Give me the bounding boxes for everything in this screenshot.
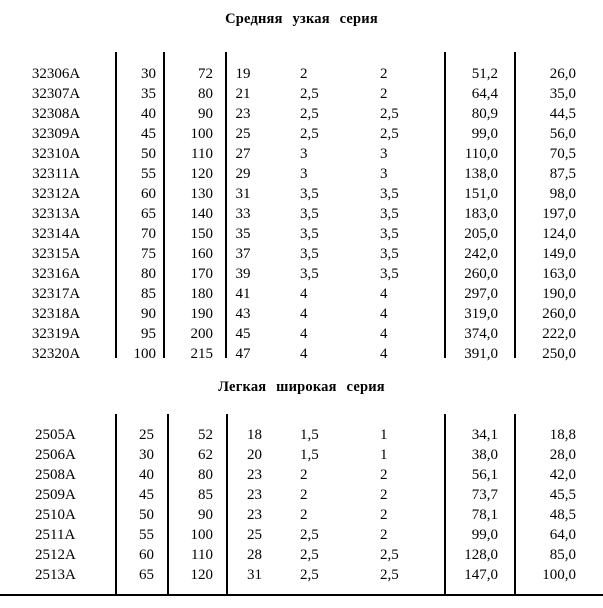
table-cell: 260,0 — [464, 266, 498, 282]
table-cell: 2 — [300, 507, 308, 523]
table-cell: 4 — [300, 306, 308, 322]
table-cell: 87,5 — [549, 166, 576, 182]
table-row — [0, 84, 603, 104]
table-cell: 25 — [235, 126, 251, 142]
table-cell: 45 — [235, 326, 251, 342]
table-cell: 100,0 — [542, 567, 576, 583]
table-cell: 40 — [141, 106, 156, 122]
table-cell: 25 — [139, 427, 154, 443]
table-cell: 2509A — [35, 487, 76, 503]
table-cell: 64,0 — [549, 527, 576, 543]
table-cell: 190,0 — [542, 286, 576, 302]
table-cell: 28,0 — [549, 447, 576, 463]
table-cell: 35 — [141, 86, 156, 102]
table-cell: 90 — [198, 507, 213, 523]
table-cell: 50 — [139, 507, 154, 523]
table-cell: 32314A — [31, 226, 81, 242]
table-cell: 55 — [139, 527, 154, 543]
table-cell: 80,9 — [471, 106, 498, 122]
table-cell: 72 — [198, 66, 213, 82]
table-cell: 60 — [139, 547, 154, 563]
table-cell: 48,5 — [549, 507, 576, 523]
table-cell: 80 — [198, 467, 213, 483]
table-cell: 2 — [300, 66, 308, 82]
table-row — [0, 304, 603, 324]
table-cell: 32308A — [31, 106, 81, 122]
table-cell: 23 — [247, 467, 262, 483]
table-row — [0, 324, 603, 344]
table-row — [0, 124, 603, 144]
table-cell: 65 — [139, 567, 154, 583]
table-cell: 3 — [380, 166, 388, 182]
table-cell: 149,0 — [542, 246, 576, 262]
table-cell: 2,5 — [300, 86, 319, 102]
table-cell: 80 — [141, 266, 156, 282]
table-cell: 25 — [247, 527, 262, 543]
table-cell: 18 — [247, 427, 262, 443]
table-cell: 32316A — [31, 266, 81, 282]
table-cell: 32312A — [31, 186, 81, 202]
table-cell: 32307A — [31, 86, 81, 102]
table-cell: 128,0 — [464, 547, 498, 563]
table-cell: 242,0 — [464, 246, 498, 262]
bearing-table-light-wide — [0, 425, 603, 585]
table-cell: 51,2 — [471, 66, 498, 82]
section-title-light-wide: Легкая широкая серия — [218, 379, 385, 395]
table-cell: 65 — [141, 206, 156, 222]
table-cell: 140 — [190, 206, 213, 222]
table-cell: 32319A — [31, 326, 81, 342]
table-cell: 23 — [247, 487, 262, 503]
table-cell: 120 — [190, 166, 213, 182]
table-cell: 18,8 — [549, 427, 576, 443]
table-cell: 80 — [198, 86, 213, 102]
table-cell: 2 — [380, 527, 388, 543]
table-cell: 73,7 — [471, 487, 498, 503]
table-cell: 2513A — [35, 567, 76, 583]
table-cell: 2,5 — [380, 126, 399, 142]
table-cell: 110 — [191, 547, 213, 563]
table-cell: 30 — [139, 447, 154, 463]
table-cell: 27 — [235, 146, 251, 162]
table-cell: 64,4 — [471, 86, 498, 102]
table-cell: 32315A — [31, 246, 81, 262]
table-cell: 215 — [190, 346, 213, 362]
table-row — [0, 204, 603, 224]
table-cell: 32320A — [31, 346, 81, 362]
table-cell: 130 — [190, 186, 213, 202]
table-cell: 32310A — [31, 146, 81, 162]
table-row — [0, 344, 603, 364]
table-cell: 124,0 — [542, 226, 576, 242]
table-cell: 183,0 — [464, 206, 498, 222]
table-cell: 110,0 — [464, 146, 498, 162]
table-cell: 23 — [235, 106, 251, 122]
table-cell: 2505A — [35, 427, 76, 443]
table-cell: 1,5 — [300, 447, 319, 463]
table-cell: 200 — [190, 326, 213, 342]
table-cell: 2,5 — [300, 527, 319, 543]
table-row — [0, 525, 603, 545]
table-cell: 35,0 — [549, 86, 576, 102]
table-cell: 160 — [190, 246, 213, 262]
table-cell: 100 — [190, 126, 213, 142]
table-cell: 30 — [141, 66, 156, 82]
table-cell: 28 — [247, 547, 262, 563]
table-cell: 23 — [247, 507, 262, 523]
table-cell: 3,5 — [380, 226, 399, 242]
table-cell: 19 — [235, 66, 251, 82]
table-cell: 180 — [190, 286, 213, 302]
table-cell: 32306A — [31, 66, 81, 82]
table-cell: 151,0 — [464, 186, 498, 202]
table-cell: 26,0 — [549, 66, 576, 82]
table-cell: 3,5 — [300, 186, 319, 202]
table-row — [0, 485, 603, 505]
table-cell: 32309A — [31, 126, 81, 142]
table-cell: 2 — [380, 487, 388, 503]
table-cell: 2,5 — [380, 567, 399, 583]
table-row — [0, 264, 603, 284]
table-row — [0, 565, 603, 585]
table-cell: 56,1 — [471, 467, 498, 483]
table-cell: 2506A — [35, 447, 76, 463]
table-cell: 52 — [198, 427, 213, 443]
table-cell: 75 — [141, 246, 156, 262]
table-row — [0, 465, 603, 485]
table-cell: 32313A — [31, 206, 81, 222]
table-cell: 90 — [198, 106, 213, 122]
table-cell: 40 — [139, 467, 154, 483]
table-cell: 4 — [380, 346, 388, 362]
table-cell: 190 — [190, 306, 213, 322]
section-title-medium-narrow: Средняя узкая серия — [225, 11, 378, 27]
table-cell: 2512A — [35, 547, 76, 563]
table-row — [0, 425, 603, 445]
table-cell: 3,5 — [380, 246, 399, 262]
table-cell: 99,0 — [471, 126, 498, 142]
table-row — [0, 224, 603, 244]
table-cell: 50 — [141, 146, 156, 162]
table-cell: 62 — [198, 447, 213, 463]
table-cell: 56,0 — [549, 126, 576, 142]
table-cell: 319,0 — [464, 306, 498, 322]
table-cell: 3,5 — [300, 226, 319, 242]
table-cell: 4 — [380, 326, 388, 342]
table-cell: 2508A — [35, 467, 76, 483]
table-cell: 21 — [235, 86, 251, 102]
table-cell: 2 — [380, 86, 388, 102]
table-cell: 2 — [380, 467, 388, 483]
table-cell: 1 — [380, 447, 388, 463]
table-cell: 3,5 — [380, 266, 399, 282]
table-cell: 4 — [380, 306, 388, 322]
table-cell: 100 — [190, 527, 213, 543]
table-cell: 38,0 — [471, 447, 498, 463]
table-row — [0, 164, 603, 184]
table-cell: 3 — [380, 146, 388, 162]
table-cell: 29 — [235, 166, 251, 182]
table-cell: 1 — [380, 427, 388, 443]
bottom-rule — [0, 594, 603, 596]
table-cell: 35 — [235, 226, 251, 242]
table-cell: 374,0 — [464, 326, 498, 342]
table-cell: 2,5 — [300, 567, 319, 583]
table-cell: 138,0 — [464, 166, 498, 182]
table-cell: 100 — [133, 346, 156, 362]
table-cell: 2,5 — [300, 106, 319, 122]
table-row — [0, 144, 603, 164]
table-cell: 2 — [300, 467, 308, 483]
table-cell: 2 — [300, 487, 308, 503]
table-cell: 3,5 — [300, 206, 319, 222]
table-cell: 120 — [190, 567, 213, 583]
table-row — [0, 284, 603, 304]
table-cell: 205,0 — [464, 226, 498, 242]
table-cell: 47 — [235, 346, 251, 362]
table-cell: 39 — [235, 266, 251, 282]
table-cell: 3,5 — [300, 246, 319, 262]
table-cell: 4 — [300, 346, 308, 362]
table-cell: 98,0 — [549, 186, 576, 202]
bearing-table-medium-narrow — [0, 64, 603, 364]
table-cell: 2511A — [35, 527, 76, 543]
table-row — [0, 184, 603, 204]
table-cell: 55 — [141, 166, 156, 182]
table-cell: 43 — [235, 306, 251, 322]
table-cell: 31 — [247, 567, 262, 583]
table-cell: 260,0 — [542, 306, 576, 322]
table-row — [0, 545, 603, 565]
table-cell: 163,0 — [542, 266, 576, 282]
table-cell: 2,5 — [300, 126, 319, 142]
table-cell: 34,1 — [471, 427, 498, 443]
table-cell: 90 — [141, 306, 156, 322]
table-cell: 170 — [190, 266, 213, 282]
table-cell: 31 — [235, 186, 251, 202]
table-row — [0, 445, 603, 465]
table-cell: 150 — [190, 226, 213, 242]
table-cell: 222,0 — [542, 326, 576, 342]
table-cell: 1,5 — [300, 427, 319, 443]
table-cell: 85 — [198, 487, 213, 503]
table-cell: 70,5 — [549, 146, 576, 162]
table-cell: 2510A — [35, 507, 76, 523]
table-cell: 250,0 — [542, 346, 576, 362]
table-cell: 70 — [141, 226, 156, 242]
table-cell: 41 — [235, 286, 251, 302]
table-cell: 3,5 — [300, 266, 319, 282]
table-cell: 391,0 — [464, 346, 498, 362]
table-cell: 147,0 — [464, 567, 498, 583]
table-cell: 4 — [300, 286, 308, 302]
table-cell: 85 — [141, 286, 156, 302]
table-cell: 78,1 — [471, 507, 498, 523]
table-cell: 32317A — [31, 286, 81, 302]
table-cell: 2 — [380, 66, 388, 82]
table-cell: 32318A — [31, 306, 81, 322]
table-cell: 99,0 — [471, 527, 498, 543]
table-row — [0, 244, 603, 264]
table-cell: 4 — [300, 326, 308, 342]
table-cell: 37 — [235, 246, 251, 262]
table-cell: 3 — [300, 166, 308, 182]
table-cell: 32311A — [32, 166, 80, 182]
table-cell: 3 — [300, 146, 308, 162]
table-cell: 2,5 — [300, 547, 319, 563]
table-row — [0, 104, 603, 124]
table-cell: 45,5 — [549, 487, 576, 503]
table-cell: 42,0 — [549, 467, 576, 483]
table-cell: 33 — [235, 206, 251, 222]
table-row — [0, 505, 603, 525]
table-cell: 85,0 — [549, 547, 576, 563]
table-cell: 3,5 — [380, 206, 399, 222]
table-cell: 297,0 — [464, 286, 498, 302]
table-cell: 20 — [247, 447, 262, 463]
table-cell: 60 — [141, 186, 156, 202]
table-cell: 197,0 — [542, 206, 576, 222]
table-cell: 2 — [380, 507, 388, 523]
table-row — [0, 64, 603, 84]
table-cell: 44,5 — [549, 106, 576, 122]
table-cell: 4 — [380, 286, 388, 302]
table-cell: 2,5 — [380, 547, 399, 563]
table-cell: 3,5 — [380, 186, 399, 202]
table-cell: 45 — [139, 487, 154, 503]
table-cell: 110 — [191, 146, 213, 162]
table-cell: 95 — [141, 326, 156, 342]
table-cell: 45 — [141, 126, 156, 142]
table-cell: 2,5 — [380, 106, 399, 122]
